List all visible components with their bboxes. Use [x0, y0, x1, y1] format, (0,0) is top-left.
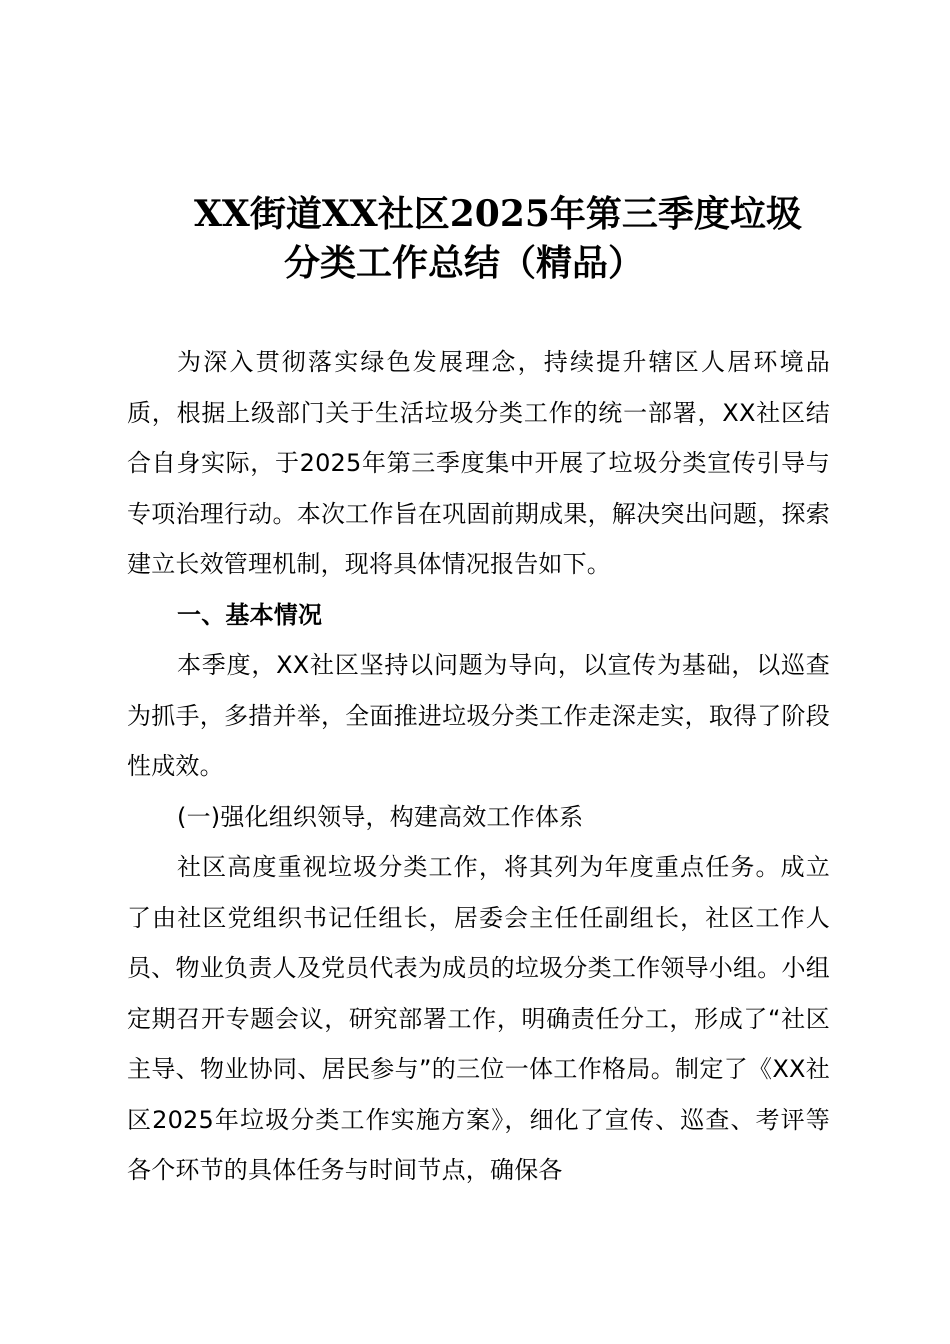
title-line-1: XX街道XX社区2025年第三季度垃圾: [194, 193, 802, 235]
title-line-2: 分类工作总结（精品）: [284, 242, 645, 284]
intro-paragraph: 为深入贯彻落实绿色发展理念，持续提升辖区人居环境品质，根据上级部门关于生活垃圾分类工作的统一部署，XX社区结合自身实际，于2025年第三季度集中开展了垃圾分类宣传引导与专项治理行动。本次工作旨在巩固前期成果，解决突出问题，探索建立长效管理机制，现将具体情况报告如下。: [127, 348, 830, 578]
organization-paragraph: 社区高度重视垃圾分类工作，将其列为年度重点任务。成立了由社区党组织书记任组长，居委会主任任副组长，社区工作人员、物业负责人及党员代表为成员的垃圾分类工作领导小组。小组定期召开专题会议，研究部署工作，明确责任分工，形成了“社区主导、物业协同、居民参与”的三位一体工作格局。制定了《XX社区2025年垃圾分类工作实施方案》，细化了宣传、巡查、考评等各个环节的具体任务与时间节点，确保各: [127, 853, 830, 1184]
subsection-heading-organization: (一)强化组织领导，构建高效工作体系: [177, 802, 584, 831]
document-body: [127, 337, 830, 1196]
document-title: [150, 190, 850, 288]
section-heading-basic-situation: 一、基本情况: [177, 600, 323, 629]
basic-situation-paragraph: 本季度，XX社区坚持以问题为导向，以宣传为基础，以巡查为抓手，多措并举，全面推进垃圾分类工作走深走实，取得了阶段性成效。: [127, 651, 830, 780]
